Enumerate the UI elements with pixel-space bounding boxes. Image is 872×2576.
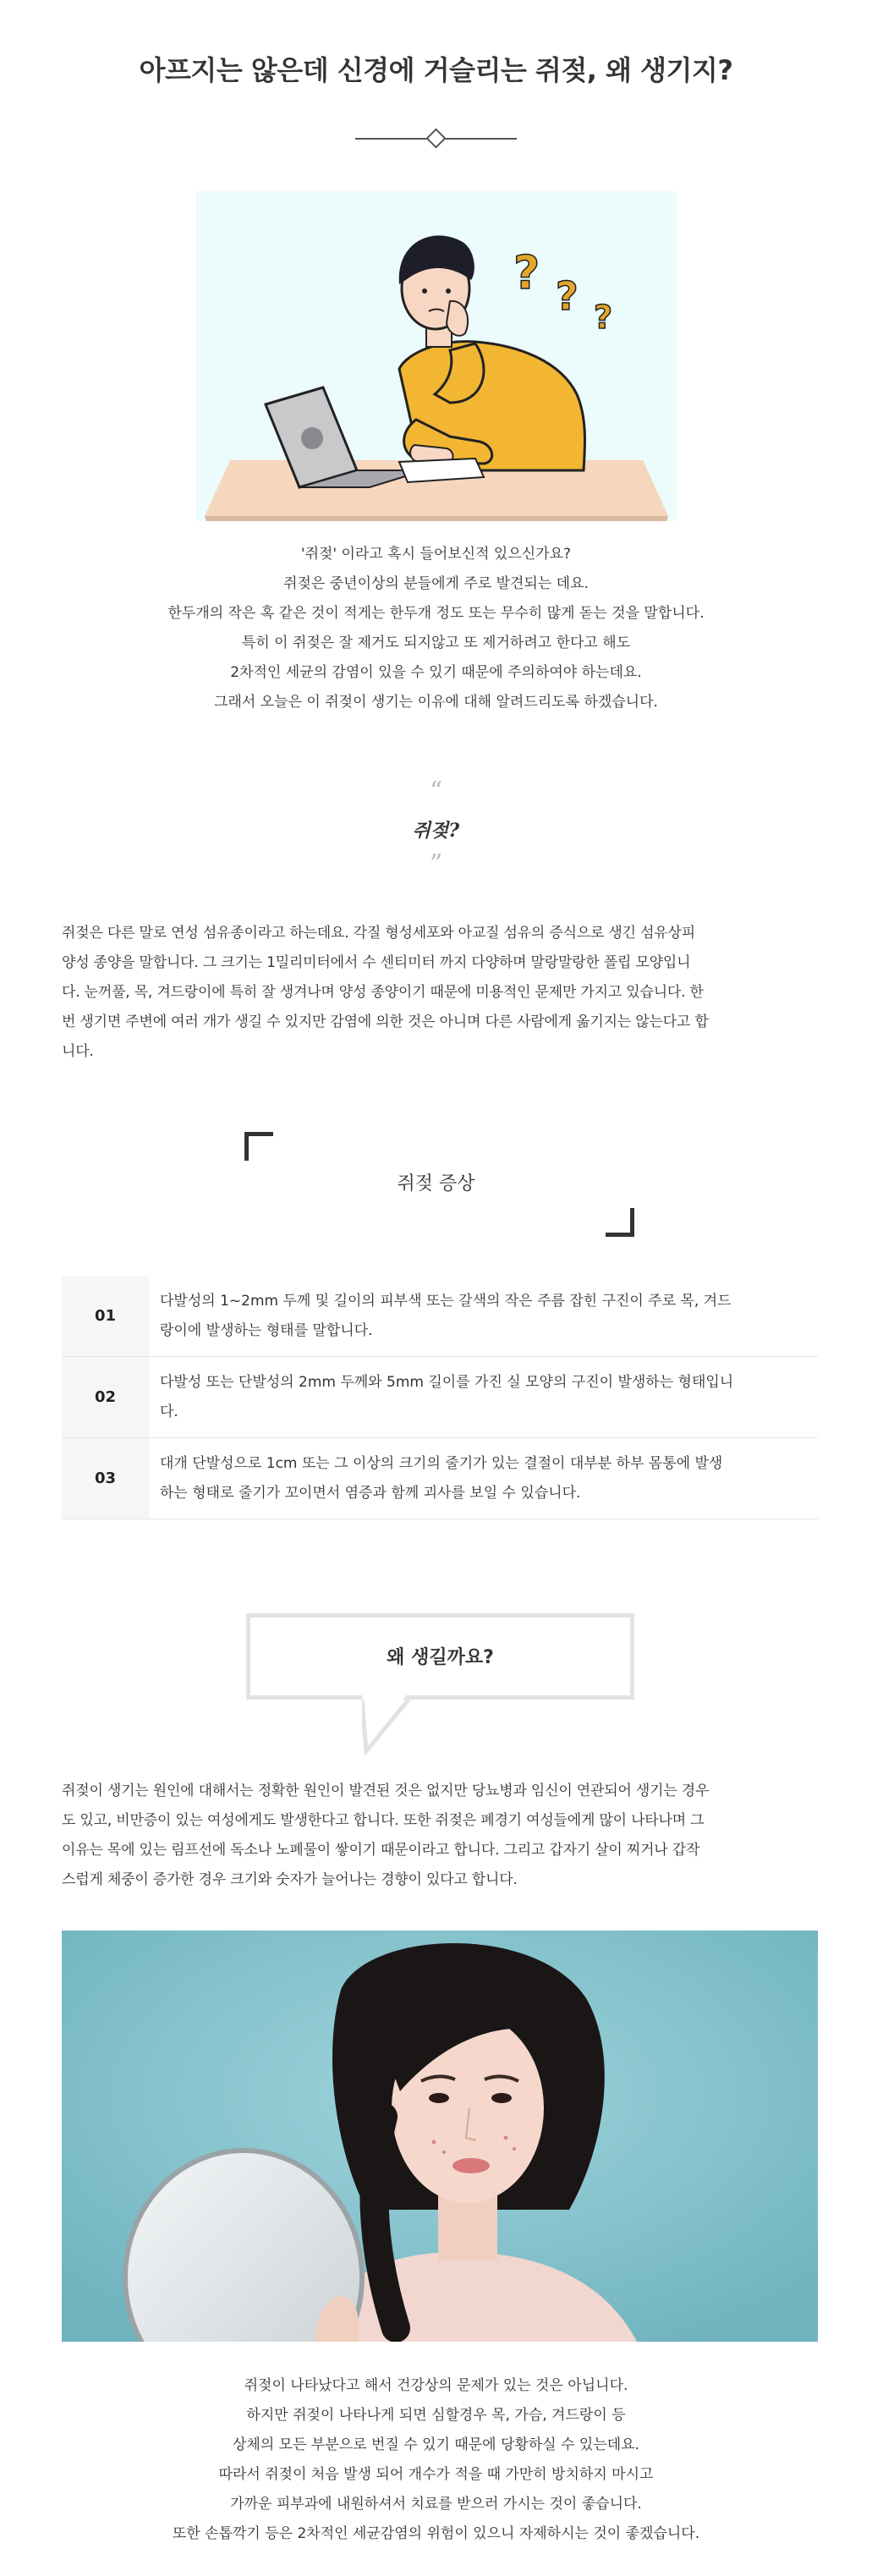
row-line: 다발성 또는 단발성의 2mm 두께와 5mm 길이를 가진 실 모양의 구진이 발생하는 형태입니 xyxy=(160,1374,734,1391)
definition-line: 양성 종양을 말합니다. 그 크기는 1밀리미터에서 수 센티미터 까지 다양하며 말랑말랑한 폴립 모양입니 xyxy=(62,954,691,971)
table-row xyxy=(62,1276,818,1357)
intro-line: '쥐젖' 이라고 혹시 들어보신적 있으신가요? xyxy=(300,546,572,563)
closing-line: 따라서 쥐젖이 처음 발생 되어 개수가 적을 때 가만히 방치하지 마시고 xyxy=(218,2466,654,2483)
page-title: 아프지는 않은데 신경에 거슬리는 쥐젖, 왜 생기지? xyxy=(139,54,733,86)
intro-line: 한두개의 작은 혹 같은 것이 적게는 한두개 정도 또는 무수히 많게 돋는 것을 말합니다. xyxy=(167,605,705,622)
speech-tail-icon xyxy=(362,1692,413,1760)
divider-diamond-icon xyxy=(425,128,446,148)
why-line: 도 있고, 비만증이 있는 여성에게도 발생한다고 합니다. 또한 쥐젖은 폐경기 여성들에게 많이 나타나며 그 xyxy=(62,1812,705,1829)
definition-paragraph xyxy=(62,919,818,1067)
row-line: 대개 단발성으로 1cm 또는 그 이상의 크기의 줄기가 있는 결절이 대부분 하부 몸통에 발생 xyxy=(160,1455,723,1472)
definition-line: 번 생기면 주변에 여러 개가 생길 수 있지만 감염에 의한 것은 아니며 다른 사람에게 옮기지는 않는다고 합 xyxy=(62,1013,709,1030)
open-quote-icon: “ xyxy=(429,777,443,806)
quote-heading: 쥐젖? xyxy=(412,820,460,842)
why-line: 스럽게 체중이 증가한 경우 크기와 숫자가 늘어나는 경향이 있다고 합니다. xyxy=(62,1871,518,1888)
row-number: 03 xyxy=(62,1438,149,1519)
why-speech-bubble xyxy=(246,1613,634,1700)
row-line: 하는 형태로 줄기가 꼬이면서 염증과 함께 괴사를 보일 수 있습니다. xyxy=(160,1485,581,1502)
symptoms-table xyxy=(62,1276,818,1519)
closing-line: 가까운 피부과에 내원하셔서 치료를 받으러 가시는 것이 좋습니다. xyxy=(230,2496,642,2513)
row-number: 02 xyxy=(62,1357,149,1437)
definition-line: 니다. xyxy=(62,1043,94,1060)
why-paragraph xyxy=(62,1777,818,1895)
why-heading: 왜 생길까요? xyxy=(387,1647,494,1668)
definition-line: 쥐젖은 다른 말로 연성 섬유종이라고 하는데요. 각질 형성세포와 아교질 섬유의 증식으로 생긴 섬유상피 xyxy=(62,925,695,942)
intro-text xyxy=(0,540,872,717)
why-line: 쥐젖이 생기는 원인에 대해서는 정확한 원인이 발견된 것은 없지만 당뇨병과 임신이 연관되어 생기는 경우 xyxy=(62,1782,710,1799)
svg-text:?: ? xyxy=(594,299,613,336)
close-quote-icon: ” xyxy=(429,849,443,879)
intro-line: 그래서 오늘은 이 쥐젖이 생기는 이유에 대해 알려드리도록 하겠습니다. xyxy=(214,694,658,711)
row-description xyxy=(149,1276,818,1356)
intro-line: 특히 이 쥐젖은 잘 제거도 되지않고 또 제거하려고 한다고 해도 xyxy=(241,634,631,651)
bracket-top-left-icon xyxy=(244,1132,273,1161)
intro-line: 2차적인 세균의 감염이 있을 수 있기 때문에 주의하여야 하는데요. xyxy=(230,664,642,681)
row-line: 다발성의 1~2mm 두께 및 길이의 피부색 또는 갈색의 작은 주름 잡힌 구진이 주로 목, 겨드 xyxy=(160,1293,732,1310)
why-line: 이유는 목에 있는 림프선에 독소나 노폐물이 쌓이기 때문이라고 합니다. 그리고 갑자기 살이 찌거나 갑작 xyxy=(62,1842,700,1859)
row-description xyxy=(149,1357,818,1437)
row-description xyxy=(149,1438,818,1519)
row-number: 01 xyxy=(62,1276,149,1356)
svg-text:?: ? xyxy=(556,273,579,319)
symptoms-heading: 쥐젖 증상 xyxy=(397,1173,475,1195)
woman-mirror-photo xyxy=(62,1931,818,2342)
table-row xyxy=(62,1357,818,1438)
closing-line: 하지만 쥐젖이 나타나게 되면 심할경우 목, 가슴, 겨드랑이 등 xyxy=(246,2407,626,2424)
intro-line: 쥐젖은 중년이상의 분들에게 주로 발견되는 데요. xyxy=(283,575,589,592)
table-row xyxy=(62,1438,818,1519)
thinking-man-illustration xyxy=(196,191,677,521)
closing-line: 또한 손톱깍기 등은 2차적인 세균감염의 위험이 있으니 자제하시는 것이 좋겠습니다. xyxy=(172,2525,700,2542)
row-line: 랑이에 발생하는 형태를 말합니다. xyxy=(160,1322,373,1339)
svg-text:?: ? xyxy=(513,246,540,299)
row-line: 다. xyxy=(160,1403,178,1420)
closing-text xyxy=(0,2371,872,2549)
closing-line: 상체의 모든 부분으로 번질 수 있기 때문에 당황하실 수 있는데요. xyxy=(232,2436,639,2453)
closing-line: 쥐젖이 나타났다고 해서 건강상의 문제가 있는 것은 아닙니다. xyxy=(244,2377,628,2394)
bracket-bottom-right-icon xyxy=(606,1208,634,1237)
definition-line: 다. 눈꺼풀, 목, 겨드랑이에 특히 잘 생겨나며 양성 종양이기 때문에 미용적인 문제만 가지고 있습니다. 한 xyxy=(62,984,704,1001)
